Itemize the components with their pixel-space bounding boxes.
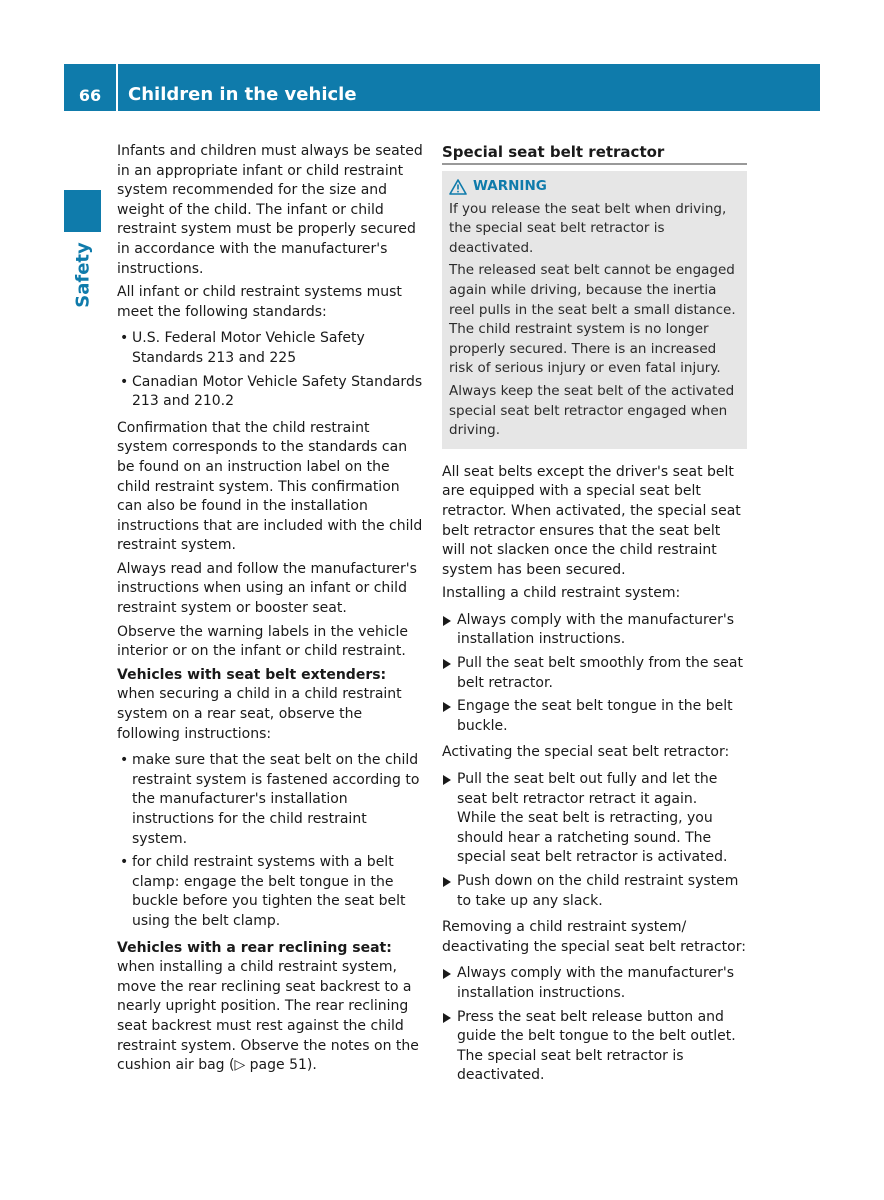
- step-text: Press the seat belt release button and guide the belt tongue to the belt outlet.: [457, 1008, 736, 1045]
- step-arrow-icon: [443, 969, 451, 979]
- warning-labels-paragraph: Observe the warning labels in the vehicle interior or on the infant or child restraint.: [117, 623, 408, 660]
- reclining-paragraph: [117, 939, 424, 1076]
- step-arrow-icon: [443, 1013, 451, 1023]
- page-header: [64, 64, 820, 111]
- step-note: The special seat belt retractor is deactivated.: [457, 1047, 684, 1084]
- list-item: [442, 872, 747, 911]
- warning-heading: WARNING: [473, 178, 547, 194]
- header-divider: [116, 64, 118, 111]
- standards-intro: All infant or child restraint systems must meet the following standards:: [117, 284, 402, 320]
- remove-steps: [442, 964, 747, 1086]
- activate-steps: [442, 770, 747, 911]
- step-text: Always comply with the manufacturer's installation instructions.: [457, 611, 735, 648]
- extender-list: [117, 751, 424, 931]
- reclining-title: Vehicles with a rear reclining seat:: [117, 939, 392, 956]
- activate-intro: Activating the special seat belt retractor:: [442, 744, 730, 761]
- step-text: Always comply with the manufacturer's installation instructions.: [457, 965, 735, 1001]
- warning-text: The released seat belt cannot be engaged again while driving, because the inertia reel pulls in the seat belt a small distance. The child restraint system is no longer properly secured. There is an increased risk of serious injury or even fatal injury.: [449, 262, 736, 377]
- step-note: While the seat belt is retracting, you should hear a ratcheting sound. The special seat belt retractor is activated.: [457, 810, 728, 866]
- side-tab-label: Safety: [72, 242, 93, 308]
- right-column: [442, 142, 747, 1093]
- step-arrow-icon: [443, 877, 451, 887]
- list-item: [442, 697, 747, 736]
- list-item: • for child restraint systems with a belt clamp: engage the belt tongue in the buckle before you tighten the seat belt using the belt clamp.: [117, 853, 424, 931]
- list-item: • make sure that the seat belt on the child restraint system is fastened according to the manufacturer's installation instructions for the child restraint system.: [117, 751, 424, 849]
- page-number: 66: [78, 86, 102, 105]
- step-text: Pull the seat belt smoothly from the seat belt retractor.: [457, 655, 743, 691]
- list-item: [442, 654, 747, 693]
- list-item: [442, 770, 747, 868]
- page-title: Children in the vehicle: [128, 84, 357, 105]
- step-text: Pull the seat belt out fully and let the seat belt retractor retract it again.: [457, 771, 718, 807]
- intro-paragraph: Infants and children must always be seated in an appropriate infant or child restraint system recommended for the size and weight of the child. The infant or child restraint system must be properly secured in accordance with the manufacturer's instructions.: [117, 143, 423, 277]
- warning-text: Always keep the seat belt of the activated special seat belt retractor engaged when driving.: [449, 382, 735, 439]
- install-steps: [442, 611, 747, 737]
- extenders-paragraph: [117, 666, 424, 744]
- left-column: [117, 142, 424, 1080]
- remove-intro: Removing a child restraint system/ deactivating the special seat belt retractor:: [442, 919, 746, 955]
- install-intro: Installing a child restraint system:: [442, 585, 681, 602]
- warning-box: [442, 171, 747, 449]
- list-item: [442, 1008, 747, 1086]
- list-item: [442, 964, 747, 1003]
- confirmation-paragraph: Confirmation that the child restraint system corresponds to the standards can be found on an instruction label on the child restraint system. This confirmation can also be found in the installation instructions that are included with the child restraint system.: [117, 419, 423, 554]
- list-item: [442, 611, 747, 650]
- step-text: Push down on the child restraint system to take up any slack.: [457, 873, 739, 909]
- step-arrow-icon: [443, 775, 451, 785]
- retractor-description: All seat belts except the driver's seat belt are equipped with a special seat belt retractor. When activated, the special seat belt retractor ensures that the seat belt will not slacken once the child restraint system has been secured.: [442, 463, 741, 578]
- list-item: • Canadian Motor Vehicle Safety Standards 213 and 210.2: [117, 373, 424, 412]
- step-arrow-icon: [443, 659, 451, 669]
- reclining-text: when installing a child restraint system, move the rear reclining seat backrest to a nearly upright position. The rear reclining seat backrest must rest against the child restraint system. Observe the notes on the cushion air bag (▷ page 51).: [117, 959, 419, 1074]
- extenders-text: when securing a child in a child restraint system on a rear seat, observe the following instructions:: [117, 686, 402, 742]
- section-title: Special seat belt retractor: [442, 142, 747, 165]
- step-text: Engage the seat belt tongue in the belt buckle.: [457, 698, 733, 734]
- extenders-title: Vehicles with seat belt extenders:: [117, 666, 387, 683]
- list-item: • U.S. Federal Motor Vehicle Safety Standards 213 and 225: [117, 329, 424, 368]
- standards-list: [117, 329, 424, 411]
- warning-header: [449, 177, 740, 197]
- step-arrow-icon: [443, 616, 451, 626]
- step-arrow-icon: [443, 702, 451, 712]
- side-tab: [64, 240, 101, 310]
- warning-triangle-icon: [449, 179, 467, 195]
- instructions-paragraph: Always read and follow the manufacturer's instructions when using an infant or child restraint system or booster seat.: [117, 560, 417, 617]
- warning-text: If you release the seat belt when driving, the special seat belt retractor is deactivated.: [449, 200, 727, 256]
- side-tab-marker: [64, 190, 101, 232]
